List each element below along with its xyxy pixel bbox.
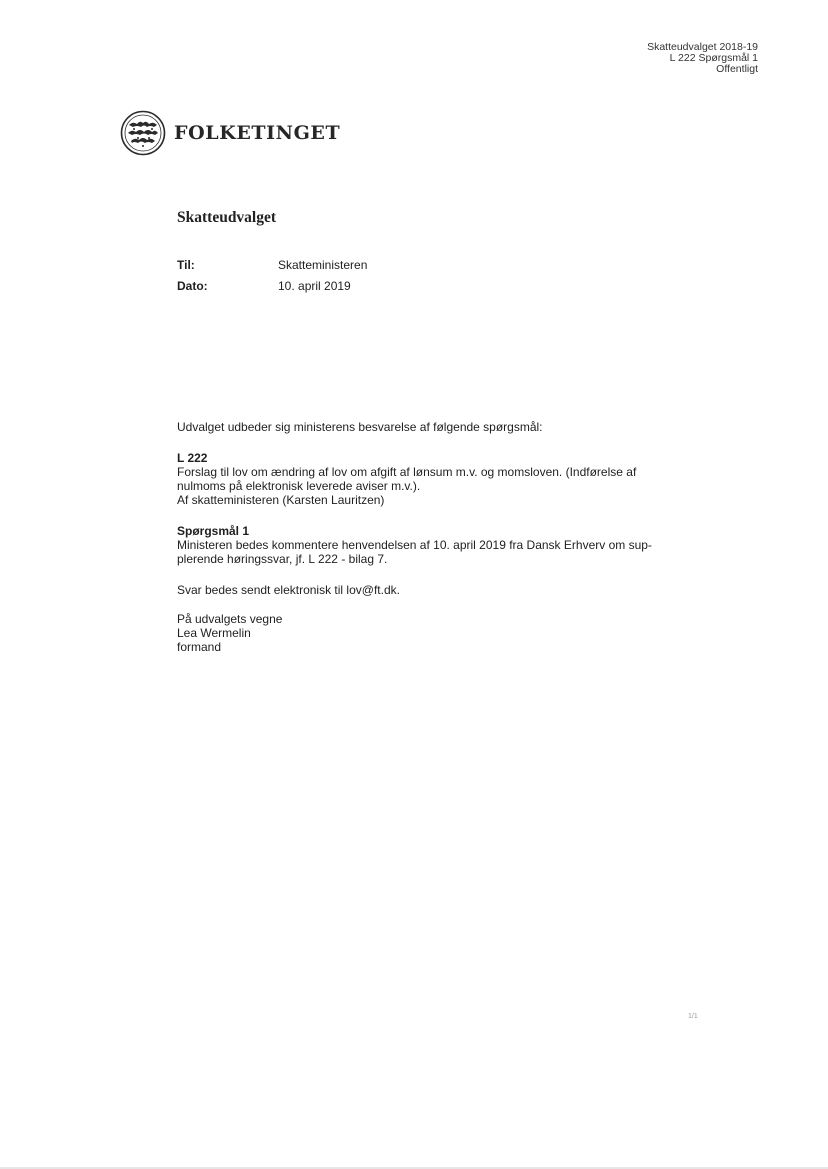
reply-instruction [177,583,657,597]
recipient-row [177,254,367,275]
question-text-line-1: Ministeren bedes kommentere henvendelsen af 10. april 2019 fra Dansk Erhverv om sup- [177,538,652,552]
date-row [177,275,367,296]
coat-of-arms-icon [120,110,166,156]
intro-text: Udvalget udbeder sig ministerens besvarelse af følgende spørgsmål: [177,420,543,434]
date-value: 10. april 2019 [278,278,351,293]
page-number: 1/1 [688,1013,698,1020]
folketinget-logo [120,110,340,156]
signature-title: formand [177,640,222,654]
reference-status: Offentligt [716,63,758,75]
question-heading: Spørgsmål 1 [177,524,250,538]
reference-committee-year: Skatteudvalget 2018-19 [647,41,758,53]
bill-title-line-2: nulmoms på elektronisk leverede aviser m.v.). [177,479,421,493]
bill-proposer: Af skatteministeren (Karsten Lauritzen) [177,493,385,507]
bill-title-line-1: Forslag til lov om ændring af lov om afgift af lønsum m.v. og momsloven. (Indførelse af [177,465,637,479]
recipient-label: Til: [177,257,195,272]
question-section [177,524,657,566]
bill-section [177,451,657,507]
reply-email-text: Svar bedes sendt elektronisk til lov@ft.dk. [177,583,400,597]
signature-name: Lea Wermelin [177,626,251,640]
letter-body [177,420,657,671]
bill-number: L 222 [177,451,208,465]
committee-name: Skatteudvalget [177,209,277,226]
signature-block [177,612,657,654]
folketinget-wordmark: FOLKETINGET [174,122,341,144]
recipient-value: Skatteministeren [278,257,368,272]
intro-paragraph [177,420,657,434]
letter-metadata [177,254,367,296]
date-label: Dato: [177,278,208,293]
signature-on-behalf: På udvalgets vegne [177,612,283,626]
question-text-line-2: plerende høringssvar, jf. L 222 - bilag 7. [177,552,388,566]
document-reference [647,42,758,75]
reference-question: L 222 Spørgsmål 1 [669,52,758,64]
